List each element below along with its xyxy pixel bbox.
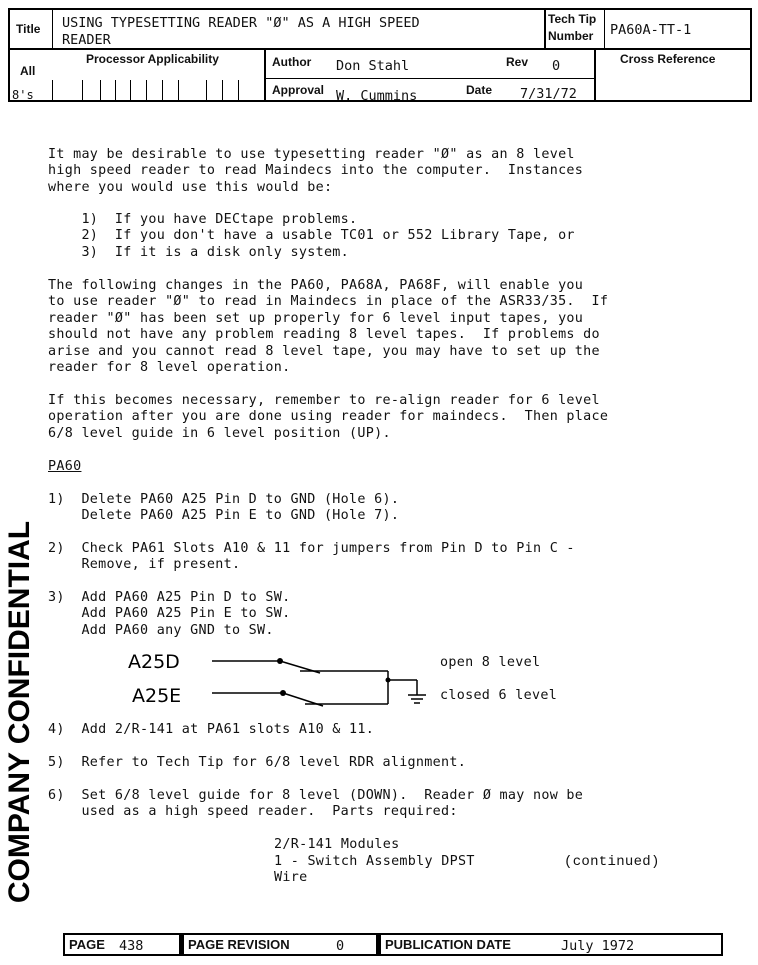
header-divider [264, 78, 594, 79]
header-divider [594, 48, 596, 102]
closed-label: closed 6 level [440, 688, 558, 703]
approval-label: Approval [272, 83, 325, 97]
step-1: Delete PA60 A25 Pin E to GND (Hole 7). [48, 508, 400, 523]
all-label: All [20, 64, 36, 78]
title-label: Title [16, 22, 41, 36]
step-3: Add PA60 A25 Pin E to SW. [48, 606, 291, 621]
page-revision-value: 0 [336, 938, 345, 954]
label-a25d: A25D [128, 651, 180, 673]
page-label: PAGE [69, 937, 105, 952]
step-4: 4) Add 2/R-141 at PA61 slots A10 & 11. [48, 722, 375, 737]
author-value: Don Stahl [336, 58, 410, 74]
continued-note: (continued) [564, 854, 660, 870]
footer-pubdate-box [378, 933, 723, 956]
tech-tip-label: Number [548, 29, 594, 43]
paragraph-line: The following changes in the PA60, PA68A, PA68F, will enable you [48, 278, 584, 293]
parts-item: 2/R-141 Modules [274, 837, 400, 852]
date-label: Date [466, 83, 493, 97]
intro-line: high speed reader to read Maindecs into the computer. Instances [48, 163, 584, 178]
date-value: 7/31/72 [520, 86, 577, 102]
header-divider [10, 48, 750, 50]
paragraph-line: operation after you are done using reader for maindecs. Then place [48, 409, 609, 424]
publication-date-value: July 1972 [561, 938, 635, 954]
intro-line: where you would use this would be: [48, 180, 333, 195]
author-label: Author [272, 55, 312, 69]
step-1: 1) Delete PA60 A25 Pin D to GND (Hole 6). [48, 492, 400, 507]
step-2: Remove, if present. [48, 557, 241, 572]
paragraph-line: to use reader "Ø" to read in Maindecs in place of the ASR33/35. If [48, 294, 609, 309]
publication-date-label: PUBLICATION DATE [385, 937, 511, 952]
paragraph-line: If this becomes necessary, remember to re-align reader for 6 level [48, 393, 600, 408]
parts-item: 1 - Switch Assembly DPST [274, 854, 475, 869]
label-a25e: A25E [132, 685, 182, 707]
open-label: open 8 level [440, 655, 541, 670]
approval-value: W. Cummins [336, 88, 418, 104]
eights-label: 8's [12, 88, 34, 102]
parts-item: Wire [274, 870, 308, 885]
header-divider [264, 48, 266, 102]
step-6: 6) Set 6/8 level guide for 8 level (DOWN). Reader Ø may now be [48, 788, 584, 803]
step-5: 5) Refer to Tech Tip for 6/8 level RDR alignment. [48, 755, 467, 770]
footer-page-box [63, 933, 181, 956]
header-divider [604, 10, 605, 48]
header-divider [544, 10, 546, 48]
cross-reference-label: Cross Reference [620, 52, 716, 66]
header-divider [52, 10, 53, 48]
tech-tip-label: Tech Tip [548, 12, 597, 26]
paragraph-line: arise and you cannot read 8 level tape, you may have to set up the [48, 344, 600, 359]
rev-value: 0 [552, 58, 561, 74]
rev-label: Rev [506, 55, 529, 69]
paragraph-line: 6/8 level guide in 6 level position (UP). [48, 426, 391, 441]
paragraph-line: should not have any problem reading 8 level tapes. If problems do [48, 327, 600, 342]
instance-item: 2) If you don't have a usable TC01 or 552 Library Tape, or [48, 228, 575, 243]
step-6: used as a high speed reader. Parts required: [48, 804, 458, 819]
paragraph-line: reader for 8 level operation. [48, 360, 291, 375]
section-heading: PA60 [48, 459, 82, 474]
processor-label: Processor Applicability [86, 52, 219, 66]
paragraph-line: reader "Ø" has been set up properly for 6 level input tapes, you [48, 311, 584, 326]
step-3: 3) Add PA60 A25 Pin D to SW. [48, 590, 291, 605]
company-confidential-stamp: COMPANY CONFIDENTIAL [3, 520, 36, 904]
document-title: USING TYPESETTING READER "Ø" AS A HIGH SPEED [62, 15, 420, 31]
step-3: Add PA60 any GND to SW. [48, 623, 274, 638]
document-title-cont: READER [62, 32, 111, 48]
step-2: 2) Check PA61 Slots A10 & 11 for jumpers from Pin D to Pin C - [48, 541, 575, 556]
intro-line: It may be desirable to use typesetting reader "Ø" as an 8 level [48, 147, 575, 162]
tech-tip-number: PA60A-TT-1 [610, 22, 692, 38]
instance-item: 1) If you have DECtape problems. [48, 212, 358, 227]
footer-revision-box [181, 933, 378, 956]
page-number: 438 [119, 938, 144, 954]
switch-diagram [120, 640, 450, 715]
instance-item: 3) If it is a disk only system. [48, 245, 350, 260]
header-table [8, 8, 752, 102]
page-revision-label: PAGE REVISION [188, 937, 290, 952]
